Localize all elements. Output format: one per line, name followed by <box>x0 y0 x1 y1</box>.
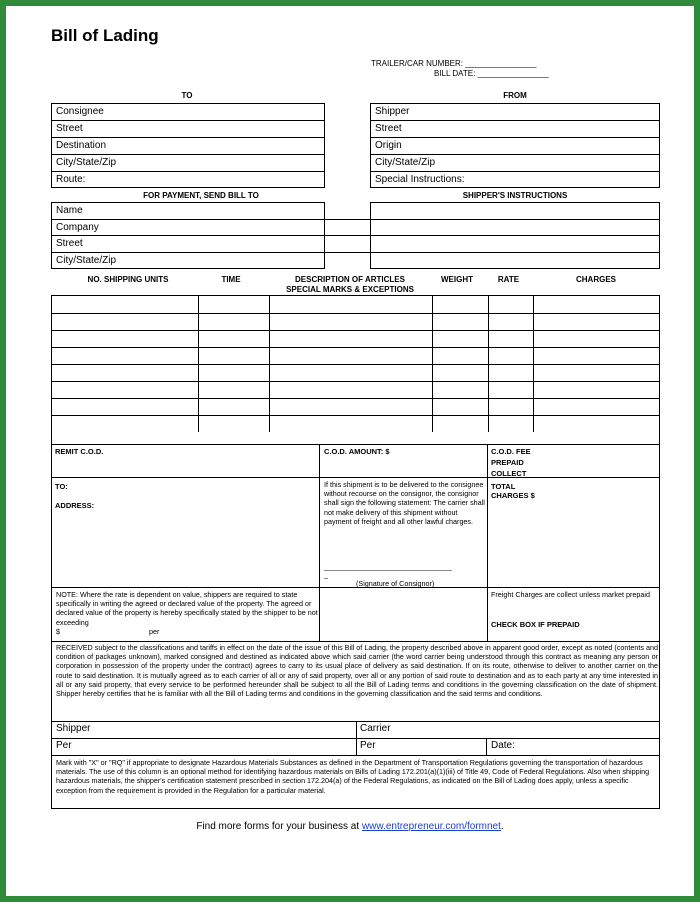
cod-amount-label: C.O.D. AMOUNT: $ <box>324 447 390 456</box>
trailer-number-field[interactable]: TRAILER/CAR NUMBER: ________________ <box>371 59 537 68</box>
destination-field[interactable]: Destination <box>52 138 324 155</box>
cod-fee-label: C.O.D. FEE <box>491 447 531 456</box>
shipper-signature-field[interactable]: Shipper <box>56 723 91 734</box>
shipper-per-field[interactable]: Per <box>56 740 72 751</box>
from-street-field[interactable]: Street <box>371 121 659 138</box>
signature-of-consignor-label: (Signature of Consignor) <box>356 579 435 588</box>
declared-value-note: NOTE: Where the rate is dependent on value, shippers are required to state specifically in writing the agreed or declared value of the property. The agreed or declared value of the property is hereby specifically stated by the shipper to be not exceeding <box>56 590 318 627</box>
col-special-marks: SPECIAL MARKS & EXCEPTIONS <box>286 285 414 294</box>
special-instructions-field[interactable]: Special Instructions: <box>375 174 465 185</box>
document-title: Bill of Lading <box>51 26 159 45</box>
instructions-line[interactable] <box>371 236 659 253</box>
signature-line[interactable]: ________________________________ <box>324 562 452 571</box>
collect-label: COLLECT <box>491 469 527 478</box>
shipping-table[interactable] <box>51 295 660 433</box>
payment-city-state-zip-field[interactable]: City/State/Zip <box>56 255 117 266</box>
shipper-instructions-box <box>370 202 660 269</box>
to-heading: TO <box>181 91 193 100</box>
col-weight: WEIGHT <box>441 275 473 284</box>
col-charges: CHARGES <box>575 275 616 284</box>
date-field[interactable]: Date: <box>491 740 515 751</box>
carrier-signature-field[interactable]: Carrier <box>360 723 391 734</box>
address-label: ADDRESS: <box>55 501 95 510</box>
check-box-if-prepaid[interactable]: CHECK BOX IF PREPAID <box>491 620 580 629</box>
entrepreneur-link[interactable]: www.entrepreneur.com/formnet <box>361 821 501 832</box>
shipper-field[interactable]: Shipper <box>371 104 659 121</box>
name-field[interactable]: Name <box>52 203 324 220</box>
prepaid-label: PREPAID <box>491 458 524 467</box>
signature-line-end: _ <box>324 570 328 579</box>
freight-charges-note: Freight Charges are collect unless market prepaid <box>491 590 650 599</box>
col-rate: RATE <box>497 275 520 284</box>
from-box <box>370 103 660 188</box>
payment-heading: FOR PAYMENT, SEND BILL TO <box>143 191 259 200</box>
connector-line <box>325 219 370 220</box>
remit-cod-label: REMIT C.O.D. <box>55 447 104 456</box>
to-box <box>51 103 325 188</box>
payment-street-field[interactable]: Street <box>52 236 324 253</box>
date-divider <box>486 738 487 755</box>
consignor-statement: If this shipment is to be delivered to the consignee without recourse on the consignor, the consignor shall sign the following statement: The carrier shall not make delivery of this shipment without payment of freight and all other lawful charges. <box>324 480 485 526</box>
col-description: DESCRIPTION OF ARTICLES <box>295 275 405 284</box>
route-field[interactable]: Route: <box>56 174 86 185</box>
per-label: per <box>149 627 160 636</box>
connector-line <box>325 235 370 236</box>
dollar-sign: $ <box>56 627 60 636</box>
consignee-field[interactable]: Consignee <box>52 104 324 121</box>
received-terms: RECEIVED subject to the classifications and tariffs in effect on the date of the issue of this Bill of Lading, the property described above in apparent good order, except as noted (contents and condition of packages unknown), marked consigned and destined as indicated above which said carrier (the word carrier being understood through this contract as meaning any person or corporation in possession of the property under the contract) agrees to carry to its usual place of delivery as said destination. If on its route, otherwise to deliver to another carrier on the route to said destination. It is mutually agreed as to each carrier of all or any of said property, over all or any portion of said route to destination and as to each party at any time interested in all or any said property, that every service to be performed hereunder shall be subject to all the Bill of Lading terms and conditions in the governing classification on the date of shipment. Shipper hereby certifies that he is familiar with all the Bill of Lading terms and conditions in the governing classification and the said terms and conditions. <box>56 643 658 699</box>
document-page <box>6 6 694 896</box>
footer-text: Find more forms for your business at <box>196 821 362 832</box>
instructions-line[interactable] <box>371 203 659 220</box>
to-city-state-zip-field[interactable]: City/State/Zip <box>52 155 324 172</box>
to-label: TO: <box>55 482 68 491</box>
shipper-instructions-heading: SHIPPER'S INSTRUCTIONS <box>462 191 568 200</box>
instructions-line[interactable] <box>371 253 659 270</box>
instructions-line[interactable] <box>371 220 659 236</box>
company-field[interactable]: Company <box>52 220 324 236</box>
from-heading: FROM <box>503 91 527 100</box>
to-street-field[interactable]: Street <box>52 121 324 138</box>
total-charges-label: TOTAL CHARGES $ <box>491 482 535 500</box>
from-city-state-zip-field[interactable]: City/State/Zip <box>371 155 659 172</box>
footer-period: . <box>500 821 504 832</box>
connector-line <box>325 252 370 253</box>
hazmat-notice: Mark with "X" or "RQ" if appropriate to designate Hazardous Materials Substances as defined in the Department of Transportation Regulations governing the transportation of hazardous materials. The use of this column is an optional method for identifying hazardous materials on Bills of Lading 172.201(a)(1)(iii) of Title 49, Code of Federal Regulations. Also when shipping hazardous materials, the shipper's certification statement prescribed in section 172.204(a) of the Federal Regulations, as indicated on the Bill of Lading does apply, unless a specific exception from the requirement is provided in the Regulation for a particular material. <box>56 758 650 795</box>
bill-date-field[interactable]: BILL DATE: ________________ <box>434 69 549 78</box>
payment-box <box>51 202 325 269</box>
col-time: TIME <box>221 275 241 284</box>
carrier-per-field[interactable]: Per <box>360 740 376 751</box>
col-shipping-units: NO. SHIPPING UNITS <box>87 275 169 284</box>
footer <box>6 821 694 832</box>
origin-field[interactable]: Origin <box>371 138 659 155</box>
